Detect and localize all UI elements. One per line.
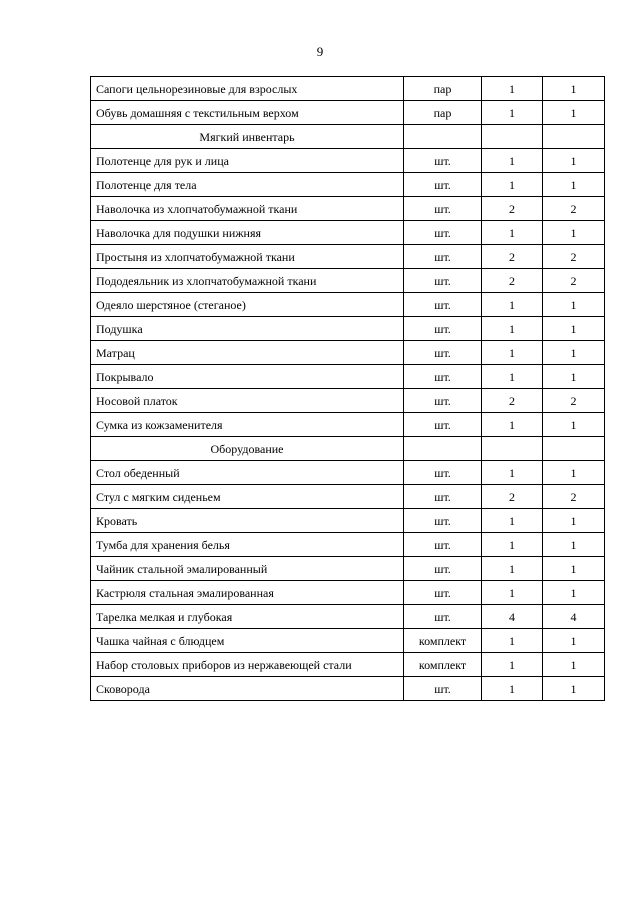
item-name-cell: Стул с мягким сиденьем	[91, 485, 404, 509]
quantity-cell	[482, 125, 543, 149]
quantity-cell: 2	[482, 269, 543, 293]
quantity-cell: 1	[543, 365, 605, 389]
quantity-cell	[543, 125, 605, 149]
quantity-cell: 1	[543, 221, 605, 245]
table-row	[91, 557, 605, 581]
item-name-cell: Набор столовых приборов из нержавеющей стали	[91, 653, 404, 677]
unit-cell: комплект	[404, 653, 482, 677]
unit-cell: шт.	[404, 557, 482, 581]
unit-cell: шт.	[404, 197, 482, 221]
table-row	[91, 677, 605, 701]
unit-cell: шт.	[404, 173, 482, 197]
table-row	[91, 317, 605, 341]
section-title: Оборудование	[91, 437, 404, 461]
quantity-cell: 1	[482, 413, 543, 437]
quantity-cell: 2	[482, 389, 543, 413]
item-name-cell: Полотенце для тела	[91, 173, 404, 197]
quantity-cell: 1	[543, 461, 605, 485]
table-row	[91, 389, 605, 413]
quantity-cell: 1	[482, 149, 543, 173]
table-row	[91, 509, 605, 533]
page-number: 9	[316, 44, 324, 59]
table-row	[91, 605, 605, 629]
quantity-cell: 2	[543, 197, 605, 221]
table-row	[91, 629, 605, 653]
quantity-cell: 2	[543, 485, 605, 509]
unit-cell: шт.	[404, 509, 482, 533]
quantity-cell: 1	[543, 413, 605, 437]
table-row	[91, 293, 605, 317]
unit-cell: шт.	[404, 389, 482, 413]
quantity-cell: 1	[482, 101, 543, 125]
unit-cell: шт.	[404, 461, 482, 485]
quantity-cell: 4	[482, 605, 543, 629]
item-name-cell: Обувь домашняя с текстильным верхом	[91, 101, 404, 125]
quantity-cell: 1	[543, 101, 605, 125]
quantity-cell: 1	[482, 629, 543, 653]
table-row	[91, 413, 605, 437]
unit-cell: шт.	[404, 677, 482, 701]
table-row	[91, 269, 605, 293]
quantity-cell: 1	[543, 77, 605, 101]
unit-cell: шт.	[404, 149, 482, 173]
quantity-cell: 1	[482, 173, 543, 197]
quantity-cell: 1	[543, 293, 605, 317]
unit-cell: шт.	[404, 317, 482, 341]
quantity-cell: 2	[543, 245, 605, 269]
quantity-cell: 2	[482, 485, 543, 509]
quantity-cell: 2	[543, 269, 605, 293]
unit-cell	[404, 437, 482, 461]
quantity-cell: 1	[482, 317, 543, 341]
quantity-cell: 1	[543, 341, 605, 365]
item-name-cell: Одеяло шерстяное (стеганое)	[91, 293, 404, 317]
quantity-cell: 1	[482, 653, 543, 677]
unit-cell: шт.	[404, 341, 482, 365]
quantity-cell: 1	[482, 77, 543, 101]
unit-cell: шт.	[404, 413, 482, 437]
table-row	[91, 485, 605, 509]
quantity-cell: 1	[543, 533, 605, 557]
unit-cell: шт.	[404, 245, 482, 269]
quantity-cell: 1	[482, 365, 543, 389]
item-name-cell: Сковорода	[91, 677, 404, 701]
inventory-table	[90, 76, 605, 701]
quantity-cell: 1	[482, 509, 543, 533]
quantity-cell: 1	[482, 581, 543, 605]
item-name-cell: Чашка чайная с блюдцем	[91, 629, 404, 653]
section-header-row	[91, 125, 605, 149]
table-row	[91, 245, 605, 269]
unit-cell: комплект	[404, 629, 482, 653]
table-row	[91, 365, 605, 389]
quantity-cell: 1	[543, 653, 605, 677]
quantity-cell: 1	[482, 293, 543, 317]
table-row	[91, 653, 605, 677]
quantity-cell: 4	[543, 605, 605, 629]
quantity-cell: 1	[543, 557, 605, 581]
quantity-cell: 1	[482, 677, 543, 701]
table-row	[91, 461, 605, 485]
table-row	[91, 221, 605, 245]
unit-cell: шт.	[404, 581, 482, 605]
quantity-cell: 1	[482, 221, 543, 245]
quantity-cell	[543, 437, 605, 461]
item-name-cell: Наволочка для подушки нижняя	[91, 221, 404, 245]
item-name-cell: Полотенце для рук и лица	[91, 149, 404, 173]
quantity-cell	[482, 437, 543, 461]
quantity-cell: 1	[482, 341, 543, 365]
quantity-cell: 1	[543, 149, 605, 173]
item-name-cell: Кастрюля стальная эмалированная	[91, 581, 404, 605]
table-row	[91, 533, 605, 557]
unit-cell: шт.	[404, 293, 482, 317]
unit-cell: пар	[404, 77, 482, 101]
item-name-cell: Тарелка мелкая и глубокая	[91, 605, 404, 629]
quantity-cell: 2	[543, 389, 605, 413]
unit-cell: шт.	[404, 365, 482, 389]
unit-cell	[404, 125, 482, 149]
unit-cell: пар	[404, 101, 482, 125]
item-name-cell: Сапоги цельнорезиновые для взрослых	[91, 77, 404, 101]
item-name-cell: Тумба для хранения белья	[91, 533, 404, 557]
quantity-cell: 1	[543, 509, 605, 533]
item-name-cell: Простыня из хлопчатобумажной ткани	[91, 245, 404, 269]
item-name-cell: Наволочка из хлопчатобумажной ткани	[91, 197, 404, 221]
table-row	[91, 149, 605, 173]
quantity-cell: 1	[543, 317, 605, 341]
quantity-cell: 1	[543, 629, 605, 653]
item-name-cell: Пододеяльник из хлопчатобумажной ткани	[91, 269, 404, 293]
quantity-cell: 1	[543, 677, 605, 701]
section-header-row	[91, 437, 605, 461]
item-name-cell: Кровать	[91, 509, 404, 533]
quantity-cell: 1	[543, 173, 605, 197]
table-row	[91, 173, 605, 197]
table-row	[91, 341, 605, 365]
unit-cell: шт.	[404, 533, 482, 557]
unit-cell: шт.	[404, 485, 482, 509]
item-name-cell: Стол обеденный	[91, 461, 404, 485]
table-row	[91, 581, 605, 605]
section-title: Мягкий инвентарь	[91, 125, 404, 149]
table-row	[91, 101, 605, 125]
unit-cell: шт.	[404, 221, 482, 245]
item-name-cell: Чайник стальной эмалированный	[91, 557, 404, 581]
table-row	[91, 77, 605, 101]
item-name-cell: Покрывало	[91, 365, 404, 389]
quantity-cell: 2	[482, 245, 543, 269]
item-name-cell: Носовой платок	[91, 389, 404, 413]
quantity-cell: 1	[482, 461, 543, 485]
unit-cell: шт.	[404, 269, 482, 293]
quantity-cell: 2	[482, 197, 543, 221]
item-name-cell: Сумка из кожзаменителя	[91, 413, 404, 437]
item-name-cell: Матрац	[91, 341, 404, 365]
quantity-cell: 1	[482, 533, 543, 557]
quantity-cell: 1	[543, 581, 605, 605]
inventory-table-body	[91, 77, 605, 701]
table-row	[91, 197, 605, 221]
quantity-cell: 1	[482, 557, 543, 581]
unit-cell: шт.	[404, 605, 482, 629]
item-name-cell: Подушка	[91, 317, 404, 341]
